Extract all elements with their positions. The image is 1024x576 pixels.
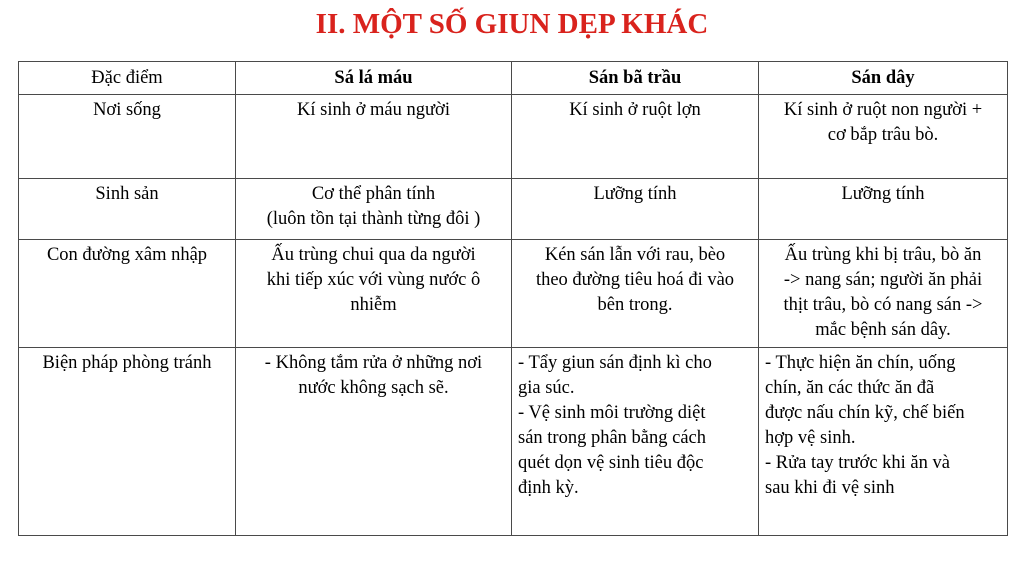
cell-line: - Không tắm rửa ở những nơi xyxy=(264,353,483,373)
header-liver-fluke: Sán bã trầu xyxy=(512,62,759,95)
table-row xyxy=(19,179,1008,240)
comparison-table xyxy=(18,61,1008,536)
cell-line: Kí sinh ở ruột non người + xyxy=(783,100,983,120)
cell-line: Lưỡng tính xyxy=(841,184,925,204)
header-blood-fluke: Sá lá máu xyxy=(236,62,512,95)
cell-line: khi tiếp xúc với vùng nước ô xyxy=(266,270,481,290)
header-tapeworm: Sán dây xyxy=(759,62,1008,95)
cell-line: -> nang sán; người ăn phải xyxy=(783,270,983,290)
cell-line: Kí sinh ở máu người xyxy=(297,100,450,120)
cell-line: nước không sạch sẽ. xyxy=(298,378,449,398)
cell-reproduction-liver-fluke xyxy=(512,179,759,240)
cell-line: được nấu chín kỹ, chế biến xyxy=(765,403,965,423)
cell-habitat-liver-fluke xyxy=(512,95,759,179)
cell-line: - Tẩy giun sán định kì cho xyxy=(518,353,712,373)
row-label-reproduction: Sinh sản xyxy=(19,179,236,240)
table-row xyxy=(19,240,1008,348)
cell-line: Lưỡng tính xyxy=(593,184,677,204)
row-label-prevention: Biện pháp phòng tránh xyxy=(19,348,236,536)
cell-line: theo đường tiêu hoá đi vào xyxy=(535,270,735,290)
cell-prevention-tapeworm xyxy=(759,348,1008,536)
cell-line: - Rửa tay trước khi ăn và xyxy=(765,453,950,473)
cell-infection-tapeworm xyxy=(759,240,1008,348)
table-row xyxy=(19,95,1008,179)
table-header-row xyxy=(19,62,1008,95)
cell-line: Ấu trùng chui qua da người xyxy=(271,245,476,265)
row-label-infection-route: Con đường xâm nhập xyxy=(19,240,236,348)
cell-line: chín, ăn các thức ăn đã xyxy=(765,378,935,398)
cell-line: Kí sinh ở ruột lợn xyxy=(569,100,701,120)
cell-line: - Vệ sinh môi trường diệt xyxy=(518,403,706,423)
table-row xyxy=(19,348,1008,536)
cell-line: hợp vệ sinh. xyxy=(765,428,856,448)
cell-line: thịt trâu, bò có nang sán -> xyxy=(783,295,983,315)
cell-line: gia súc. xyxy=(518,378,575,398)
cell-line: Cơ thể phân tính xyxy=(311,184,436,204)
cell-line: quét dọn vệ sinh tiêu độc xyxy=(518,453,704,473)
cell-prevention-liver-fluke xyxy=(512,348,759,536)
cell-line: Kén sán lẫn với rau, bèo xyxy=(544,245,726,265)
cell-line: sau khi đi vệ sinh xyxy=(765,478,895,498)
page-title: II. MỘT SỐ GIUN DẸP KHÁC xyxy=(315,8,709,40)
cell-habitat-tapeworm xyxy=(759,95,1008,179)
cell-line: định kỳ. xyxy=(518,478,579,498)
cell-line: mắc bệnh sán dây. xyxy=(815,320,951,340)
cell-infection-blood-fluke xyxy=(236,240,512,348)
cell-line: (luôn tồn tại thành từng đôi ) xyxy=(266,209,481,229)
cell-infection-liver-fluke xyxy=(512,240,759,348)
header-characteristic: Đặc điểm xyxy=(19,62,236,95)
cell-line: Ấu trùng khi bị trâu, bò ăn xyxy=(784,245,982,265)
cell-habitat-blood-fluke xyxy=(236,95,512,179)
cell-line: - Thực hiện ăn chín, uống xyxy=(765,353,956,373)
row-label-habitat: Nơi sống xyxy=(19,95,236,179)
cell-reproduction-blood-fluke xyxy=(236,179,512,240)
cell-prevention-blood-fluke xyxy=(236,348,512,536)
cell-line: nhiễm xyxy=(350,295,397,315)
cell-line: sán trong phân bằng cách xyxy=(518,428,707,448)
cell-line: bên trong. xyxy=(597,295,673,315)
cell-line: cơ bắp trâu bò. xyxy=(827,125,939,145)
cell-reproduction-tapeworm xyxy=(759,179,1008,240)
